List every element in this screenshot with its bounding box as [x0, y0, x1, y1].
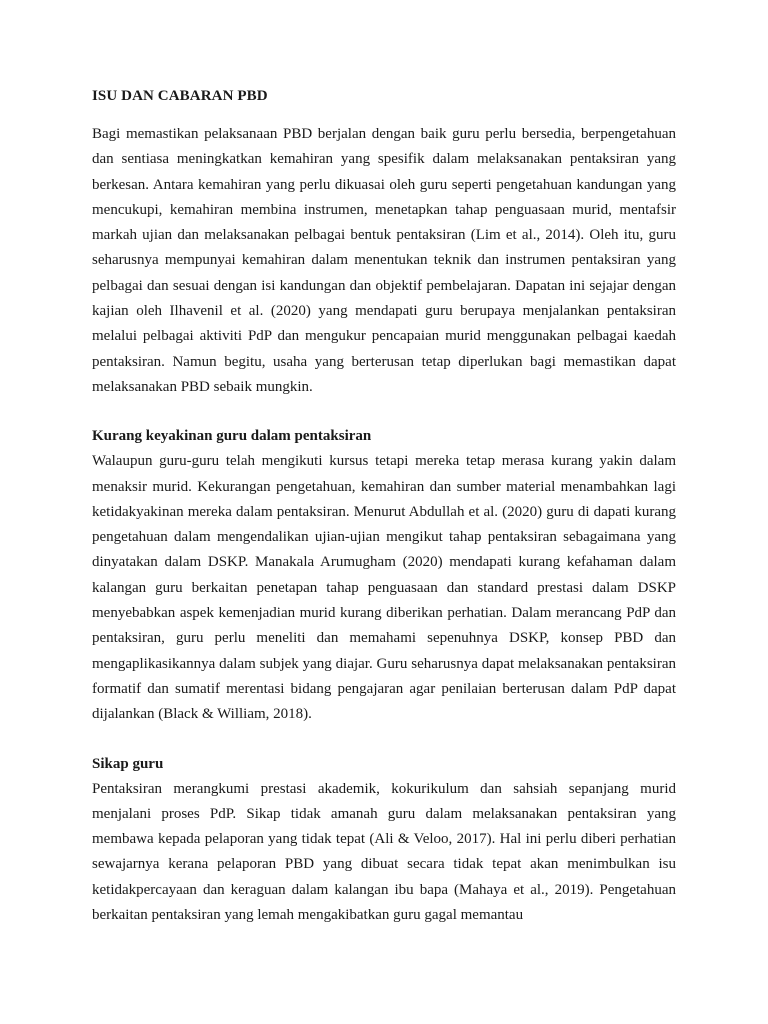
intro-paragraph: Bagi memastikan pelaksanaan PBD berjalan dengan baik guru perlu bersedia, berpengetahuan dan sentiasa meningkatkan kemahiran yang spesifik dalam melaksanakan pentaksiran yang berkesan. Antara kemahiran yang perlu dikuasai oleh guru seperti pengetahuan kandungan yang mencukupi, kemahiran membina instrumen, menetapkan tahap penguasaan murid, mentafsir markah ujian dan melaksanakan pelbagai bentuk pentaksiran (Lim et al., 2014). Oleh itu, guru seharusnya mempunyai kemahiran dalam menentukan teknik dan instrumen pentaksiran yang pelbagai dan sesuai dengan isi kandungan dan objektif pembelajaran. Dapatan ini sejajar dengan kajian oleh Ilhavenil et al. (2020) yang mendapati guru berupaya menjalankan pentaksiran melalui pelbagai aktiviti PdP dan mengukur pencapaian murid menggunakan pelbagai kaedah pentaksiran. Namun begitu, usaha yang berterusan tetap diperlukan bagi memastikan dapat melaksanakan PBD sebaik mungkin. — [92, 126, 676, 395]
section-paragraph-keyakinan: Walaupun guru-guru telah mengikuti kursus tetapi mereka tetap merasa kurang yakin dalam menaksir murid. Kekurangan pengetahuan, kemahiran dan sumber material menambahkan lagi ketidakyakinan mereka dalam pentaksiran. Menurut Abdullah et al. (2020) guru di dapati kurang pengetahuan dalam mengendalikan ujian-ujian mengikut tahap pentaksiran sebagaimana yang dinyatakan dalam DSKP. Manakala Arumugham (2020) mendapati kurang kefahaman dalam kalangan guru berkaitan penetapan tahap penguasaan dan standard prestasi dalam DSKP menyebabkan aspek kemenjadian murid kurang diberikan perhatian. Dalam merancang PdP dan pentaksiran, guru perlu meneliti dan memahami sepenuhnya DSKP, konsep PBD dan mengaplikasikannya dalam subjek yang diajar. Guru seharusnya dapat melaksanakan pentaksiran formatif dan sumatif merentasi bidang pengajaran agar penilaian berterusan dalam PdP dapat dijalankan (Black & William, 2018). — [92, 453, 676, 723]
section-heading-sikap: Sikap guru — [92, 755, 164, 772]
document-page — [92, 84, 676, 928]
section-heading-keyakinan: Kurang keyakinan guru dalam pentaksiran — [92, 428, 372, 445]
document-title: ISU DAN CABARAN PBD — [92, 88, 268, 104]
section-paragraph-sikap: Pentaksiran merangkumi prestasi akademik, kokurikulum dan sahsiah sepanjang murid menjalani proses PdP. Sikap tidak amanah guru dalam melaksanakan pentaksiran yang membawa kepada pelaporan yang tidak tepat (Ali & Veloo, 2017). Hal ini perlu diberi perhatian sewajarnya kerana pelaporan PBD yang dibuat secara tidak tepat akan menimbulkan isu ketidakpercayaan dan keraguan dalam kalangan ibu bapa (Mahaya et al., 2019). Pengetahuan berkaitan pentaksiran yang lemah mengakibatkan guru gagal memantau — [92, 780, 676, 924]
